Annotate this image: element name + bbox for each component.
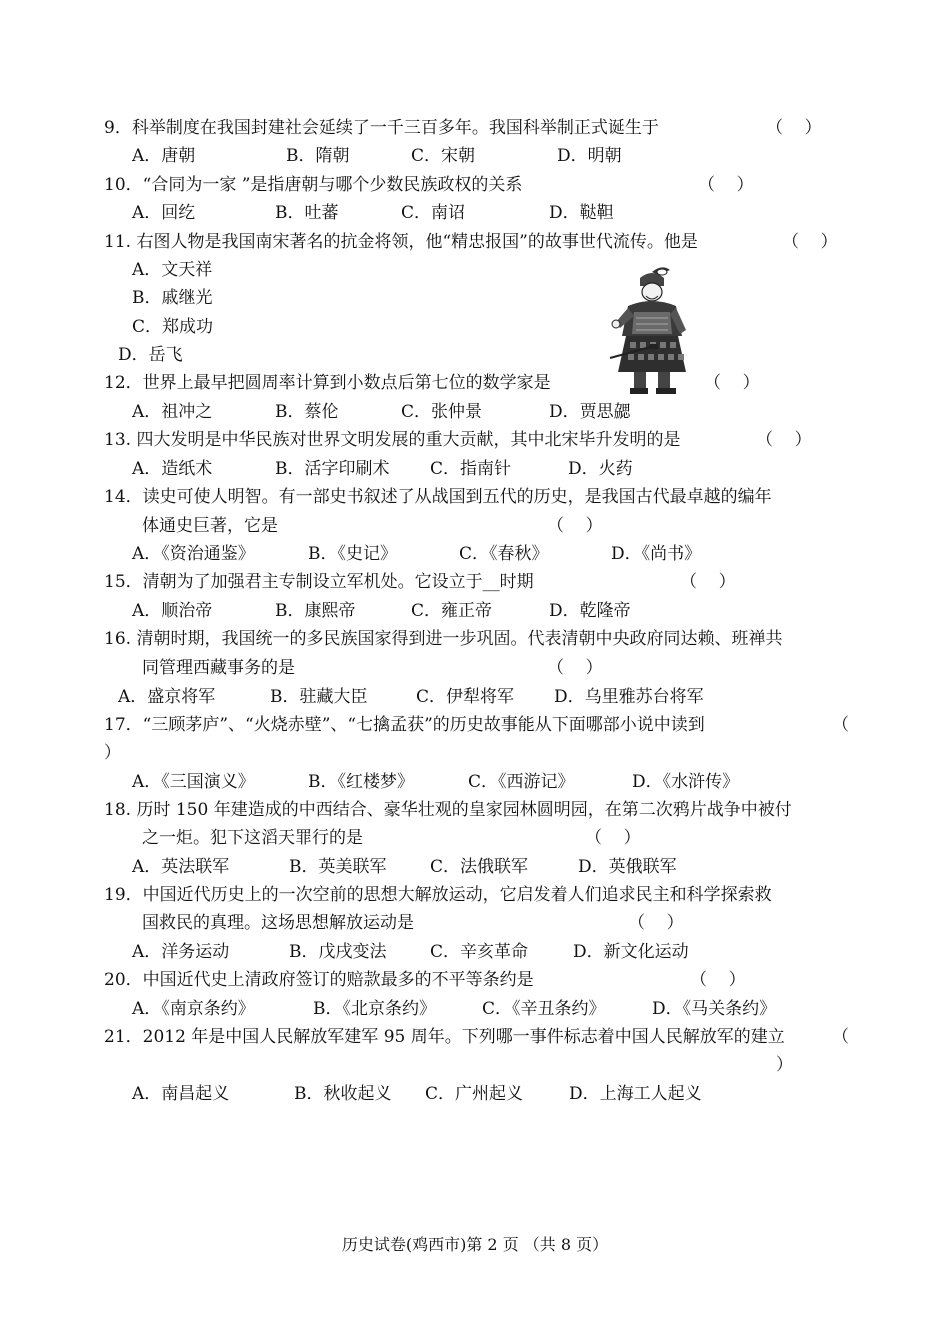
question-16-option-a: A．盛京将军 [118, 687, 216, 707]
question-14-stem: 14．读史可使人明智。有一部史书叙述了从战国到五代的历史，是我国古代最卓越的编年 [104, 487, 772, 507]
question-13-option-d: D．火药 [568, 459, 633, 479]
question-15-option-b: B．康熙帝 [275, 601, 356, 621]
question-15-option-a: A．顺治帝 [132, 601, 213, 621]
question-17-option-a: A．《三国演义》 [132, 772, 255, 792]
question-18-stem-continued: 之一炬。犯下这滔天罪行的是 [142, 828, 363, 848]
question-21-option-d: D．上海工人起义 [569, 1084, 702, 1104]
question-18-answer-paren: （ ） [585, 828, 641, 848]
question-19-option-d: D．新文化运动 [573, 942, 689, 962]
question-14-option-d: D．《尚书》 [611, 544, 702, 564]
question-10-answer-paren: （ ） [698, 175, 754, 195]
question-9-answer-paren: （ ） [766, 118, 822, 138]
question-9-stem: 9．科举制度在我国封建社会延续了一千三百多年。我国科举制正式诞生于 [104, 118, 659, 138]
question-14-option-a: A．《资治通鉴》 [132, 544, 255, 564]
question-18-option-d: D．英俄联军 [578, 857, 677, 877]
question-13-option-c: C．指南针 [430, 459, 512, 479]
question-10-option-d: D．鞑靼 [549, 203, 614, 223]
question-16-option-d: D．乌里雅苏台将军 [554, 687, 704, 707]
question-17-paren-close: ） [104, 743, 121, 763]
question-16-answer-paren: （ ） [547, 658, 603, 678]
question-11-answer-paren: （ ） [782, 232, 838, 252]
question-14-option-b: B．《史记》 [308, 544, 397, 564]
question-18-stem: 18. 历时 150 年建造成的中西结合、豪华壮观的皇家园林圆明园，在第二次鸦片战争中被付 [104, 800, 792, 820]
question-20-option-a: A．《南京条约》 [132, 999, 255, 1019]
question-16-stem: 16. 清朝时期，我国统一的多民族国家得到进一步巩固。代表清朝中央政府同达赖、班禅共 [104, 629, 783, 649]
question-15-stem: 15．清朝为了加强君主专制设立军机处。它设立于__时期 [104, 572, 534, 592]
question-15-option-d: D．乾隆帝 [549, 601, 631, 621]
question-21-option-c: C．广州起义 [425, 1084, 524, 1104]
question-19-option-b: B．戊戌变法 [289, 942, 387, 962]
question-16-option-b: B．驻藏大臣 [270, 687, 368, 707]
question-17-option-b: B．《红楼梦》 [308, 772, 414, 792]
question-13-option-b: B．活字印刷术 [275, 459, 390, 479]
question-19-stem-continued: 国救民的真理。这场思想解放运动是 [142, 913, 414, 933]
question-21-option-a: A．南昌起义 [132, 1084, 230, 1104]
question-21-stem: 21．2012 年是中国人民解放军建军 95 周年。下列哪一事件标志着中国人民解放军的建立 [104, 1027, 785, 1047]
question-18-option-c: C．法俄联军 [430, 857, 529, 877]
question-9-option-c: C．宋朝 [411, 146, 476, 166]
question-9-option-d: D．明朝 [557, 146, 622, 166]
question-15-option-c: C．雍正帝 [411, 601, 493, 621]
question-18-option-a: A．英法联军 [132, 857, 230, 877]
question-10-option-c: C．南诏 [401, 203, 466, 223]
question-19-answer-paren: （ ） [628, 913, 684, 933]
question-17-option-d: D．《水浒传》 [632, 772, 740, 792]
question-10-option-a: A．回纥 [132, 203, 196, 223]
question-13-answer-paren: （ ） [756, 430, 812, 450]
question-11-option-b: B．戚继光 [132, 288, 213, 308]
question-14-option-c: C．《春秋》 [459, 544, 549, 564]
question-11-option-d: D．岳飞 [118, 345, 183, 365]
question-14-stem-continued: 体通史巨著，它是 [142, 516, 278, 536]
question-20-option-b: B．《北京条约》 [313, 999, 436, 1019]
question-12-stem: 12．世界上最早把圆周率计算到小数点后第七位的数学家是 [104, 373, 551, 393]
question-10-stem: 10．“合同为一家 ”是指唐朝与哪个少数民族政权的关系 [104, 175, 523, 195]
question-16-option-c: C．伊犁将军 [416, 687, 515, 707]
question-9-option-a: A．唐朝 [132, 146, 196, 166]
question-9-option-b: B．隋朝 [286, 146, 350, 166]
page-footer: 历史试卷(鸡西市)第 2 页 （共 8 页） [341, 1235, 609, 1254]
question-11-option-c: C．郑成功 [132, 317, 214, 337]
question-11-option-a: A．文天祥 [132, 260, 213, 280]
question-17-option-c: C．《西游记》 [468, 772, 575, 792]
question-12-option-a: A．祖冲之 [132, 402, 213, 422]
question-10-option-b: B．吐蕃 [275, 203, 339, 223]
question-13-option-a: A．造纸术 [132, 459, 213, 479]
question-21-option-b: B．秋收起义 [294, 1084, 392, 1104]
question-20-answer-paren: （ ） [690, 970, 746, 990]
question-20-option-c: C．《辛丑条约》 [482, 999, 606, 1019]
question-19-option-a: A．洋务运动 [132, 942, 230, 962]
question-17-stem: 17．“三顾茅庐”、“火烧赤壁”、“七擒孟获”的历史故事能从下面哪部小说中读到 [104, 715, 705, 735]
general-portrait-illustration [604, 262, 696, 396]
question-13-stem: 13. 四大发明是中华民族对世界文明发展的重大贡献，其中北宋毕升发明的是 [104, 430, 681, 450]
question-18-option-b: B．英美联军 [289, 857, 387, 877]
question-20-stem: 20．中国近代史上清政府签订的赔款最多的不平等条约是 [104, 970, 534, 990]
question-20-option-d: D．《马关条约》 [652, 999, 777, 1019]
question-19-option-c: C．辛亥革命 [430, 942, 529, 962]
question-16-stem-continued: 同管理西藏事务的是 [142, 658, 295, 678]
question-12-option-b: B．蔡伦 [275, 402, 339, 422]
question-21-paren-close: ） [776, 1055, 793, 1075]
question-19-stem: 19．中国近代历史上的一次空前的思想大解放运动，它启发着人们追求民主和科学探索救 [104, 885, 772, 905]
question-12-answer-paren: （ ） [704, 373, 760, 393]
question-14-answer-paren: （ ） [547, 516, 603, 536]
question-15-answer-paren: （ ） [680, 572, 736, 592]
question-12-option-c: C．张仲景 [401, 402, 483, 422]
question-17-paren-open: （ [832, 715, 849, 735]
question-21-paren-open: （ [832, 1027, 849, 1047]
question-11-stem: 11. 右图人物是我国南宋著名的抗金将领，他“精忠报国”的故事世代流传。他是 [104, 232, 698, 252]
question-12-option-d: D．贾思勰 [549, 402, 631, 422]
